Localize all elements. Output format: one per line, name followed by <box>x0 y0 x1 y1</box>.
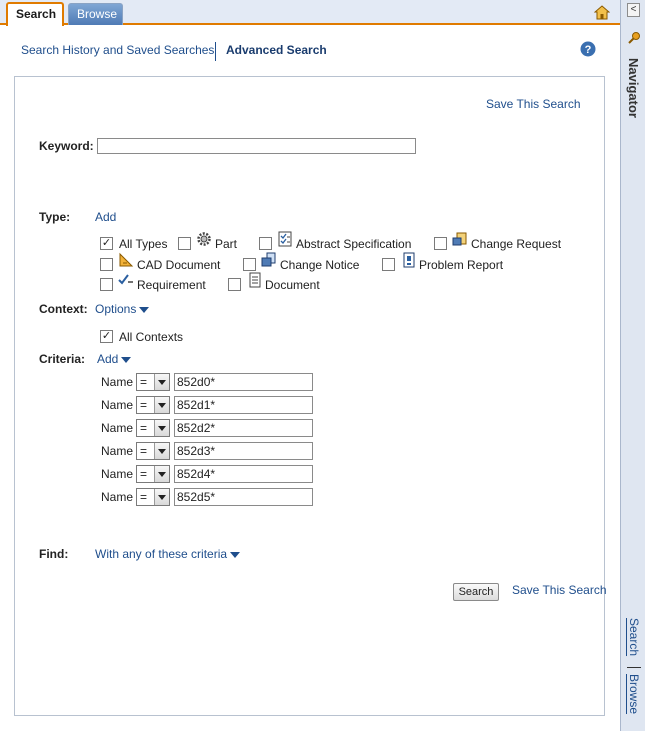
cad-document-icon <box>118 252 134 268</box>
search-history-link[interactable]: Search History and Saved Searches <box>21 43 215 57</box>
type-requirement-label: Requirement <box>137 278 206 292</box>
criteria-attribute: Name <box>101 398 134 412</box>
checkbox-problem-report[interactable] <box>382 258 395 271</box>
type-add-link[interactable]: Add <box>95 210 117 224</box>
keyword-input[interactable] <box>97 138 416 154</box>
home-icon[interactable] <box>594 5 610 20</box>
tab-bar <box>0 0 620 25</box>
key-icon[interactable] <box>627 31 641 45</box>
find-mode-dropdown[interactable] <box>95 547 240 561</box>
criteria-attribute: Name <box>101 467 134 481</box>
collapse-navigator-button[interactable]: < <box>627 3 640 17</box>
criteria-operator-select[interactable] <box>136 465 170 483</box>
advanced-search-link[interactable]: Advanced Search <box>226 43 327 57</box>
criteria-value-input[interactable] <box>174 373 313 391</box>
criteria-operator-select[interactable] <box>136 396 170 414</box>
subnav-divider <box>215 42 216 61</box>
type-label: Type: <box>39 210 71 224</box>
checkbox-change-request[interactable] <box>434 237 447 250</box>
document-icon <box>247 272 263 288</box>
type-change-request-label: Change Request <box>471 237 562 251</box>
type-part-label: Part <box>215 237 238 251</box>
criteria-operator-value: = <box>140 467 148 481</box>
criteria-row <box>101 488 321 506</box>
help-icon[interactable] <box>580 41 596 57</box>
criteria-value-input[interactable] <box>174 419 313 437</box>
chevron-down-icon[interactable] <box>154 420 169 436</box>
chevron-down-icon <box>230 552 240 558</box>
svg-text:?: ? <box>584 44 592 56</box>
criteria-attribute: Name <box>101 375 134 389</box>
criteria-row <box>101 442 321 460</box>
criteria-add-label: Add <box>97 352 119 366</box>
chevron-down-icon[interactable] <box>154 489 169 505</box>
requirement-icon <box>118 272 134 288</box>
find-label: Find: <box>39 547 69 561</box>
criteria-operator-value: = <box>140 421 148 435</box>
criteria-attribute: Name <box>101 444 134 458</box>
criteria-operator-value: = <box>140 444 148 458</box>
navigator-search-link[interactable]: Search <box>627 618 641 657</box>
navigator-browse-link[interactable]: Browse <box>627 674 641 715</box>
criteria-operator-select[interactable] <box>136 442 170 460</box>
keyword-label: Keyword: <box>39 139 94 153</box>
criteria-row <box>101 396 321 414</box>
type-problem-report-label: Problem Report <box>419 258 504 272</box>
criteria-row <box>101 419 321 437</box>
search-subnav <box>0 27 620 75</box>
navigator-panel <box>620 0 645 731</box>
chevron-down-icon[interactable] <box>154 466 169 482</box>
checkbox-document[interactable] <box>228 278 241 291</box>
advanced-search-panel <box>14 76 605 716</box>
checkbox-all-contexts[interactable]: ✓ <box>101 330 112 342</box>
criteria-row <box>101 465 321 483</box>
criteria-operator-select[interactable] <box>136 419 170 437</box>
criteria-label: Criteria: <box>39 352 86 366</box>
criteria-value-input[interactable] <box>174 465 313 483</box>
type-all-types-label: All Types <box>119 237 168 251</box>
context-label: Context: <box>39 302 88 316</box>
search-button[interactable]: Search <box>453 583 499 601</box>
criteria-add-dropdown[interactable] <box>97 352 131 366</box>
type-document-label: Document <box>265 278 320 292</box>
chevron-down-icon[interactable] <box>154 374 169 390</box>
find-mode-label: With any of these criteria <box>95 547 228 561</box>
type-abstract-specification-label: Abstract Specification <box>296 237 412 251</box>
checkbox-all-types[interactable]: ✓ <box>101 237 112 249</box>
navigator-title: Navigator <box>626 58 641 118</box>
tab-browse[interactable]: Browse <box>68 3 123 25</box>
checkbox-part[interactable] <box>178 237 191 250</box>
chevron-down-icon[interactable] <box>154 443 169 459</box>
criteria-operator-value: = <box>140 375 148 389</box>
chevron-down-icon <box>121 357 131 363</box>
change-request-icon <box>452 231 468 247</box>
type-cad-document-label: CAD Document <box>137 258 221 272</box>
criteria-operator-value: = <box>140 490 148 504</box>
criteria-value-input[interactable] <box>174 396 313 414</box>
criteria-operator-select[interactable] <box>136 488 170 506</box>
checkbox-abstract-specification[interactable] <box>259 237 272 250</box>
chevron-down-icon <box>139 307 149 313</box>
chevron-down-icon[interactable] <box>154 397 169 413</box>
criteria-row <box>101 373 321 391</box>
navigator-divider <box>627 667 641 668</box>
save-search-top-link[interactable]: Save This Search <box>486 97 581 111</box>
criteria-attribute: Name <box>101 490 134 504</box>
criteria-operator-value: = <box>140 398 148 412</box>
context-options-label: Options <box>95 302 137 316</box>
type-change-notice-label: Change Notice <box>280 258 360 272</box>
problem-report-icon <box>401 252 417 268</box>
checkbox-change-notice[interactable] <box>243 258 256 271</box>
specification-icon <box>277 231 293 247</box>
criteria-operator-select[interactable] <box>136 373 170 391</box>
criteria-value-input[interactable] <box>174 488 313 506</box>
context-options-dropdown[interactable] <box>95 302 149 316</box>
gear-icon <box>196 231 212 247</box>
tab-search[interactable]: Search <box>6 2 64 26</box>
change-notice-icon <box>261 252 277 268</box>
criteria-attribute: Name <box>101 421 134 435</box>
checkbox-cad-document[interactable] <box>100 258 113 271</box>
all-contexts-label: All Contexts <box>119 330 184 344</box>
save-search-bottom-link[interactable]: Save This Search <box>512 583 607 597</box>
criteria-value-input[interactable] <box>174 442 313 460</box>
checkbox-requirement[interactable] <box>100 278 113 291</box>
